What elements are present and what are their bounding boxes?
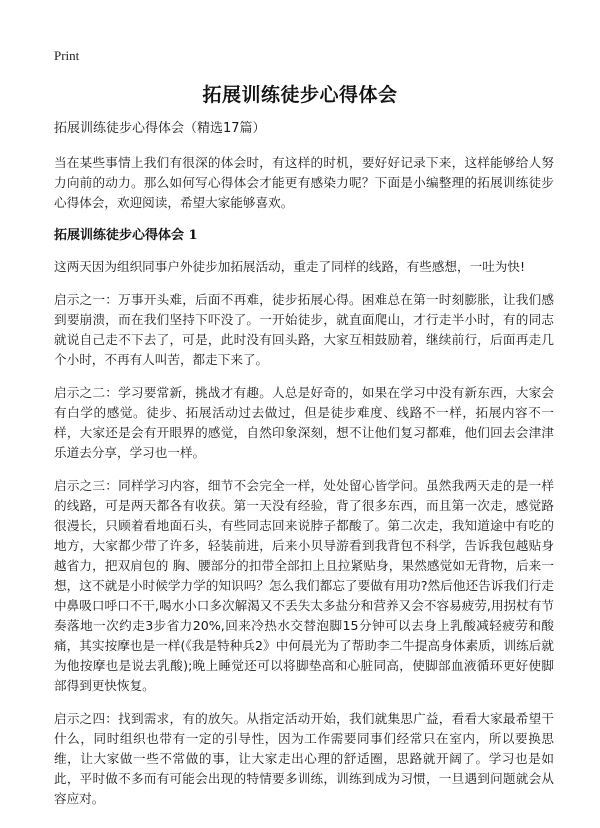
paragraph: 这两天因为组织同事户外徒步加拓展活动，重走了同样的线路，有些感想，一吐为快! xyxy=(54,259,526,274)
paragraph: 启示之四：找到需求，有的放矢。从指定活动开始，我们就集思广益，看看大家最希望干什么，同时组织也带有一定的引导性，因为工作需要同事们经常只在室内，所以要换思维，让大家做一些不常做的事，让大家走出心理的舒适圈，思路就开阔了。学习也是如此，平时做不多而有可能会出现的特情要多训练，训练到成为习惯，一旦遇到问题就会从容应对。 xyxy=(54,711,554,806)
paragraph: 启示之一：万事开头难，后面不再难，徒步拓展心得。困难总在第一时刻膨胀，让我们感到要崩溃，而在我们坚持下吓没了。一开始徒步，就直面爬山，才行走半小时，有的同志就说自己走不下去了，可是，此时没有回头路，大家互相鼓励着，继续前行，后面再走几个小时，不再有人叫苦，都走下来了。 xyxy=(54,292,554,367)
paragraph: 启示之二：学习要常新，挑战才有趣。人总是好奇的，如果在学习中没有新东西，大家会有白学的感觉。徒步、拓展活动过去做过，但是徒步难度、线路不一样，拓展内容不一样，大家还是会有开眼界的感觉，自然印象深刻，想不让他们复习都难，他们回去会津津乐道去分享，学习也一样。 xyxy=(54,385,554,460)
article-body xyxy=(54,119,554,822)
paragraph: 启示之三：同样学习内容，细节不会完全一样，处处留心皆学问。虽然我两天走的是一样的线路，可是两天都各有收获。第一天没有经验，背了很多东西，而且第一次走，感觉路很漫长，只顾着看地面石头，有些同志回来说脖子都酸了。第二次走，我知道途中有吃的地方，大家都少带了许多，轻装前进，后来小贝导游看到我背包不科学，告诉我包越贴身越省力，把双肩包的 胸、腰部分的扣带全部扣上且拉紧贴身，果然感觉如无背物，后来一想，这不就是小时候学力学的知识吗？怎么我们都忘了要做有用功?然后他还告诉我们行走中鼻吸口呼口不干,喝水小口多次解渴又不丢失太多盐分和营养又会不容易疲劳,用拐杖有节奏落地一次约走3步省力20%,回来冷热水交替泡脚15分钟可以去身上乳酸减轻疲劳和酸痛，其实按摩也是一样(《我是特种兵2》中何晨光为了帮助李二牛提高身体素质，训练后就为他按摩也是说去乳酸);晚上睡觉还可以将脚垫高和心脏同高，使脚部血液循环更好使脚部得到更快恢复。 xyxy=(54,478,554,693)
intro-paragraph: 当在某些事情上我们有很深的体会时，有这样的时机，要好好记录下来，这样能够给人努力向前的动力。那么如何写心得体会才能更有感染力呢？下面是小编整理的拓展训练徒步心得体会，欢迎阅读，希望大家能够喜欢。 xyxy=(54,155,554,210)
article-subtitle: 拓展训练徒步心得体会（精选17篇） xyxy=(54,121,266,136)
page-title: 拓展训练徒步心得体会 xyxy=(202,84,398,106)
print-link[interactable]: Print xyxy=(54,48,80,63)
section-heading: 拓展训练徒步心得体会 1 xyxy=(54,228,198,243)
